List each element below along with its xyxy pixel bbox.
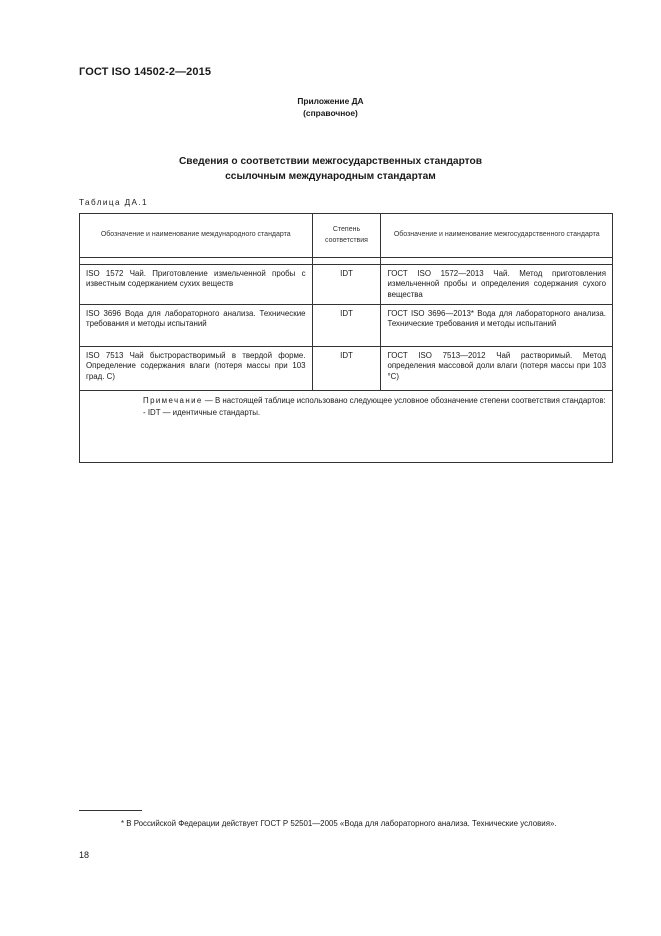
degree-cell: IDT [312,305,381,347]
table-caption: Таблица ДА.1 [79,198,149,207]
section-heading-line-2: ссылочным международным стандартам [225,171,436,182]
table-note [80,391,613,463]
header-international: Обозначение и наименование международного стандарта [80,214,313,258]
appendix-title: Приложение ДА [297,96,364,106]
table-row [80,305,613,347]
table-note-row [80,391,613,463]
section-heading [0,154,661,184]
document-code: ГОСТ ISO 14502-2—2015 [79,66,212,78]
section-heading-line-1: Сведения о соответствии межгосударственных стандартов [178,156,483,167]
footnote-divider [79,810,142,811]
appendix-subtitle: (справочное) [303,108,358,118]
footnote: * В Российской Федерации действует ГОСТ Р 52501—2005 «Вода для лабораторного анализа. Технические условия». [121,819,557,828]
table-row [80,347,613,391]
table-gap-row [80,258,613,265]
note-text: — В настоящей таблице использовано следующее условное обозначение степени соответствия стандартов: [202,396,606,405]
interstate-standard-cell: ГОСТ ISO 7513—2012 Чай растворимый. Метод определения массовой доли влаги (потеря массы при 103 °С) [381,347,613,391]
note-paragraph [86,395,606,407]
table-row [80,265,613,305]
table-header-row [80,214,613,258]
interstate-standard-cell: ГОСТ ISO 3696—2013* Вода для лабораторного анализа. Технические требования и методы испытаний [381,305,613,347]
gap-cell [312,258,381,265]
header-degree: Степень соответствия [312,214,381,258]
international-standard-cell: ISO 3696 Вода для лабораторного анализа. Технические требования и методы испытаний [80,305,313,347]
international-standard-cell: ISO 1572 Чай. Приготовление измельченной пробы с известным содержанием сухих веществ [80,265,313,305]
header-interstate: Обозначение и наименование межгосударственного стандарта [381,214,613,258]
degree-cell: IDT [312,265,381,305]
note-list-item: - IDT — идентичные стандарты. [143,407,261,417]
interstate-standard-cell: ГОСТ ISO 1572—2013 Чай. Метод приготовления измельченной пробы и определения содержания сухого вещества [381,265,613,305]
gap-cell [381,258,613,265]
correspondence-table [79,213,613,463]
international-standard-cell: ISO 7513 Чай быстрорастворимый в твердой форме. Определение содержания влаги (потеря массы при 103 град. С) [80,347,313,391]
page-number: 18 [79,850,90,860]
note-label: Примечание [143,396,203,405]
gap-cell [80,258,313,265]
degree-cell: IDT [312,347,381,391]
